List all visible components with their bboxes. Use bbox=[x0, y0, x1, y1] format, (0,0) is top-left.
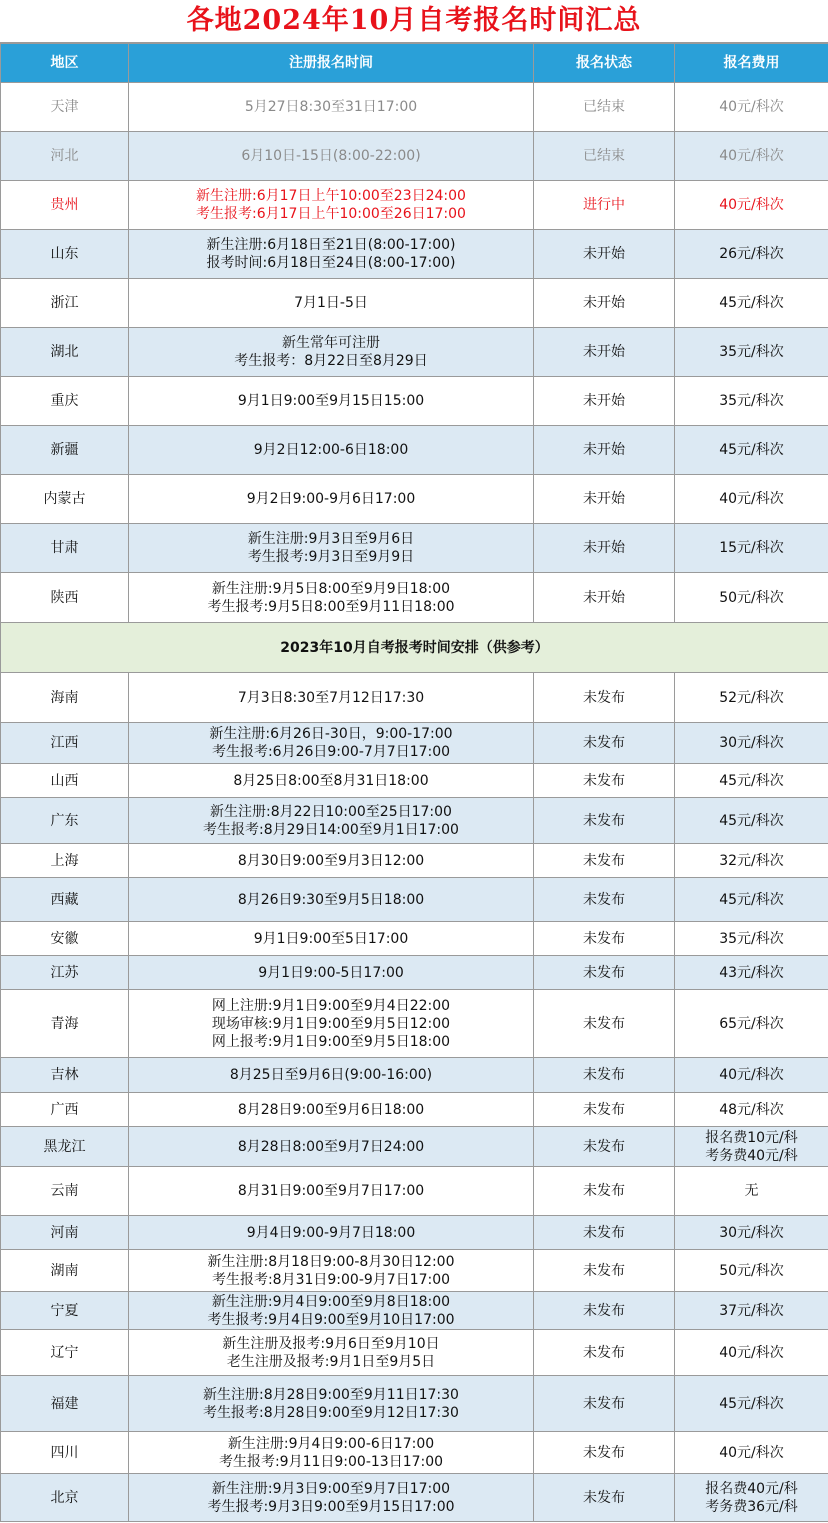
fee-line: 30元/科次 bbox=[719, 1224, 784, 1241]
fee-line: 50元/科次 bbox=[719, 589, 784, 606]
time-line: 考生报考:6月17日上午10:00至26日17:00 bbox=[196, 206, 466, 222]
fee-cell bbox=[675, 922, 828, 956]
fee-line: 32元/科次 bbox=[719, 852, 784, 869]
table-row bbox=[1, 1167, 828, 1216]
table-row bbox=[1, 1058, 828, 1093]
table-row bbox=[1, 83, 828, 132]
table-row bbox=[1, 673, 828, 723]
status-cell: 未开始 bbox=[534, 279, 675, 328]
time-cell bbox=[129, 83, 534, 132]
table-row bbox=[1, 1376, 828, 1432]
status-cell: 已结束 bbox=[534, 83, 675, 132]
fee-line: 考务费40元/科 bbox=[705, 1147, 798, 1164]
section-title: 2023年10月自考报考时间安排（供参考） bbox=[1, 623, 828, 673]
table-row bbox=[1, 1292, 828, 1330]
status-cell: 未发布 bbox=[534, 878, 675, 922]
status-cell: 未发布 bbox=[534, 956, 675, 990]
fee-line: 40元/科次 bbox=[719, 1067, 784, 1083]
fee-line: 考务费36元/科 bbox=[705, 1498, 798, 1515]
region-cell: 甘肃 bbox=[1, 524, 129, 573]
fee-cell bbox=[675, 1474, 828, 1522]
status-cell: 未发布 bbox=[534, 764, 675, 798]
fee-cell bbox=[675, 1330, 828, 1376]
region-cell: 宁夏 bbox=[1, 1292, 129, 1330]
region-cell: 安徽 bbox=[1, 922, 129, 956]
fee-cell bbox=[675, 132, 828, 181]
table-row bbox=[1, 798, 828, 844]
fee-line: 报名费40元/科 bbox=[705, 1480, 798, 1497]
fee-cell bbox=[675, 475, 828, 524]
table-row bbox=[1, 279, 828, 328]
header-region: 地区 bbox=[1, 44, 129, 83]
time-cell bbox=[129, 844, 534, 878]
time-line: 8月31日9:00至9月7日17:00 bbox=[237, 1183, 425, 1199]
status-cell: 未发布 bbox=[534, 922, 675, 956]
fee-cell bbox=[675, 524, 828, 573]
status-cell: 未发布 bbox=[534, 1250, 675, 1292]
time-line: 9月1日9:00至5日17:00 bbox=[253, 930, 409, 947]
status-cell: 未发布 bbox=[534, 1292, 675, 1330]
region-cell: 福建 bbox=[1, 1376, 129, 1432]
time-line: 新生注册:9月3日至9月6日 bbox=[247, 531, 415, 547]
fee-line: 35元/科次 bbox=[719, 344, 784, 360]
fee-cell bbox=[675, 1093, 828, 1127]
region-cell: 广东 bbox=[1, 798, 129, 844]
table-row bbox=[1, 1432, 828, 1474]
status-cell: 未开始 bbox=[534, 230, 675, 279]
time-line: 新生注册:9月3日9:00至9月7日17:00 bbox=[211, 1480, 451, 1497]
time-cell bbox=[129, 573, 534, 623]
time-cell bbox=[129, 230, 534, 279]
fee-line: 40元/科次 bbox=[719, 1444, 784, 1461]
time-cell bbox=[129, 1167, 534, 1216]
table-row bbox=[1, 524, 828, 573]
time-line: 8月25日至9月6日(9:00-16:00) bbox=[229, 1067, 433, 1083]
table-row bbox=[1, 573, 828, 623]
fee-cell bbox=[675, 764, 828, 798]
table-row bbox=[1, 723, 828, 764]
status-cell: 未发布 bbox=[534, 1376, 675, 1432]
fee-cell bbox=[675, 83, 828, 132]
time-line: 9月2日9:00-9月6日17:00 bbox=[246, 491, 416, 507]
fee-line: 50元/科次 bbox=[719, 1262, 784, 1279]
time-cell bbox=[129, 1127, 534, 1167]
time-line: 8月30日9:00至9月3日12:00 bbox=[237, 852, 425, 869]
page-title: 各地2024年10月自考报名时间汇总 bbox=[0, 0, 828, 43]
time-line: 新生注册:8月18日9:00-8月30日12:00 bbox=[207, 1253, 455, 1270]
table-row bbox=[1, 1330, 828, 1376]
status-cell: 未发布 bbox=[534, 1127, 675, 1167]
time-line: 现场审核:9月1日9:00至9月5日12:00 bbox=[211, 1015, 451, 1032]
fee-cell bbox=[675, 1250, 828, 1292]
fee-line: 40元/科次 bbox=[719, 1344, 784, 1361]
registration-table bbox=[0, 43, 828, 1522]
region-cell: 河北 bbox=[1, 132, 129, 181]
time-cell bbox=[129, 524, 534, 573]
table-row bbox=[1, 922, 828, 956]
time-line: 考生报考:8月28日9:00至9月12日17:30 bbox=[203, 1404, 459, 1421]
region-cell: 吉林 bbox=[1, 1058, 129, 1093]
table-row bbox=[1, 844, 828, 878]
fee-line: 37元/科次 bbox=[719, 1302, 784, 1319]
time-cell bbox=[129, 956, 534, 990]
section-row bbox=[1, 623, 828, 673]
time-line: 9月1日9:00-5日17:00 bbox=[258, 964, 404, 981]
time-cell bbox=[129, 1330, 534, 1376]
header-fee: 报名费用 bbox=[675, 44, 828, 83]
region-cell: 江西 bbox=[1, 723, 129, 764]
time-line: 新生注册:8月22日10:00至25日17:00 bbox=[210, 803, 452, 820]
fee-line: 52元/科次 bbox=[719, 689, 784, 706]
time-line: 新生注册:9月4日9:00-6日17:00 bbox=[227, 1435, 435, 1452]
time-cell bbox=[129, 475, 534, 524]
status-cell: 未发布 bbox=[534, 1167, 675, 1216]
fee-cell bbox=[675, 1216, 828, 1250]
status-cell: 未发布 bbox=[534, 723, 675, 764]
status-cell: 未发布 bbox=[534, 673, 675, 723]
table-row bbox=[1, 1216, 828, 1250]
time-line: 8月25日8:00至8月31日18:00 bbox=[233, 772, 429, 789]
time-line: 8月26日9:30至9月5日18:00 bbox=[237, 891, 425, 908]
time-line: 9月4日9:00-9月7日18:00 bbox=[246, 1224, 416, 1241]
region-cell: 新疆 bbox=[1, 426, 129, 475]
fee-line: 45元/科次 bbox=[719, 442, 784, 458]
time-line: 考生报考:8月31日9:00-9月7日17:00 bbox=[211, 1271, 451, 1288]
time-line: 5月27日8:30至31日17:00 bbox=[244, 99, 418, 115]
fee-cell bbox=[675, 990, 828, 1058]
status-cell: 未发布 bbox=[534, 1058, 675, 1093]
fee-cell bbox=[675, 1432, 828, 1474]
status-cell: 未发布 bbox=[534, 1093, 675, 1127]
table-row bbox=[1, 878, 828, 922]
status-cell: 未开始 bbox=[534, 524, 675, 573]
time-line: 考生报考:9月3日9:00至9月15日17:00 bbox=[207, 1498, 455, 1515]
fee-line: 40元/科次 bbox=[719, 99, 784, 115]
fee-line: 40元/科次 bbox=[719, 491, 784, 507]
fee-cell bbox=[675, 723, 828, 764]
time-cell bbox=[129, 878, 534, 922]
region-cell: 内蒙古 bbox=[1, 475, 129, 524]
time-line: 新生注册:6月17日上午10:00至23日24:00 bbox=[196, 188, 466, 204]
time-line: 考生报考:9月3日至9月9日 bbox=[247, 549, 415, 565]
fee-line: 无 bbox=[744, 1183, 759, 1199]
status-cell: 进行中 bbox=[534, 181, 675, 230]
table-row bbox=[1, 132, 828, 181]
region-cell: 辽宁 bbox=[1, 1330, 129, 1376]
time-line: 考生报考:8月29日14:00至9月1日17:00 bbox=[203, 821, 459, 838]
fee-cell bbox=[675, 878, 828, 922]
time-cell bbox=[129, 132, 534, 181]
status-cell: 未发布 bbox=[534, 1330, 675, 1376]
status-cell: 未发布 bbox=[534, 798, 675, 844]
time-line: 考生报考:9月11日9:00-13日17:00 bbox=[218, 1453, 444, 1470]
region-cell: 天津 bbox=[1, 83, 129, 132]
table-row bbox=[1, 426, 828, 475]
header-status: 报名状态 bbox=[534, 44, 675, 83]
time-line: 考生报考:6月26日9:00-7月7日17:00 bbox=[211, 744, 451, 760]
time-line: 网上注册:9月1日9:00至9月4日22:00 bbox=[211, 997, 451, 1014]
time-cell bbox=[129, 922, 534, 956]
fee-cell bbox=[675, 1127, 828, 1167]
fee-cell bbox=[675, 1376, 828, 1432]
region-cell: 海南 bbox=[1, 673, 129, 723]
time-cell bbox=[129, 181, 534, 230]
region-cell: 山东 bbox=[1, 230, 129, 279]
table-row bbox=[1, 328, 828, 377]
time-line: 新生注册:9月5日8:00至9月9日18:00 bbox=[211, 580, 451, 597]
table-row bbox=[1, 1474, 828, 1522]
time-line: 报考时间:6月18日至24日(8:00-17:00) bbox=[206, 255, 456, 271]
time-line: 6月10日-15日(8:00-22:00) bbox=[241, 148, 421, 164]
region-cell: 湖北 bbox=[1, 328, 129, 377]
time-line: 8月28日8:00至9月7日24:00 bbox=[237, 1138, 425, 1155]
time-line: 新生常年可注册 bbox=[282, 335, 380, 351]
fee-line: 35元/科次 bbox=[719, 393, 784, 409]
time-cell bbox=[129, 1058, 534, 1093]
time-line: 考生报考：8月22日至8月29日 bbox=[234, 353, 428, 369]
fee-line: 30元/科次 bbox=[719, 735, 784, 751]
table-row bbox=[1, 990, 828, 1058]
status-cell: 未发布 bbox=[534, 990, 675, 1058]
time-cell bbox=[129, 1093, 534, 1127]
table-row bbox=[1, 475, 828, 524]
fee-cell bbox=[675, 377, 828, 426]
region-cell: 湖南 bbox=[1, 1250, 129, 1292]
region-cell: 青海 bbox=[1, 990, 129, 1058]
status-cell: 未开始 bbox=[534, 573, 675, 623]
time-cell bbox=[129, 1250, 534, 1292]
status-cell: 未发布 bbox=[534, 1474, 675, 1522]
fee-cell bbox=[675, 956, 828, 990]
table-row bbox=[1, 956, 828, 990]
time-line: 新生注册:9月4日9:00至9月8日18:00 bbox=[211, 1293, 451, 1310]
time-line: 8月28日9:00至9月6日18:00 bbox=[237, 1101, 425, 1118]
table-body bbox=[1, 83, 828, 1522]
fee-cell bbox=[675, 1167, 828, 1216]
time-line: 新生注册及报考:9月6日至9月10日 bbox=[222, 1335, 440, 1352]
table-row bbox=[1, 764, 828, 798]
region-cell: 陕西 bbox=[1, 573, 129, 623]
fee-line: 15元/科次 bbox=[719, 540, 784, 556]
time-cell bbox=[129, 764, 534, 798]
status-cell: 未开始 bbox=[534, 475, 675, 524]
table-header-row bbox=[1, 44, 828, 83]
header-time: 注册报名时间 bbox=[129, 44, 534, 83]
fee-cell bbox=[675, 573, 828, 623]
time-cell bbox=[129, 1474, 534, 1522]
time-line: 新生注册:8月28日9:00至9月11日17:30 bbox=[203, 1386, 459, 1403]
fee-line: 45元/科次 bbox=[719, 1395, 784, 1412]
fee-cell bbox=[675, 1292, 828, 1330]
time-cell bbox=[129, 426, 534, 475]
time-cell bbox=[129, 798, 534, 844]
region-cell: 浙江 bbox=[1, 279, 129, 328]
time-line: 老生注册及报考:9月1日至9月5日 bbox=[226, 1353, 436, 1370]
region-cell: 贵州 bbox=[1, 181, 129, 230]
fee-cell bbox=[675, 426, 828, 475]
table-row bbox=[1, 377, 828, 426]
region-cell: 黑龙江 bbox=[1, 1127, 129, 1167]
time-cell bbox=[129, 279, 534, 328]
status-cell: 未开始 bbox=[534, 377, 675, 426]
time-line: 网上报考:9月1日9:00至9月5日18:00 bbox=[211, 1033, 451, 1050]
table-row bbox=[1, 1093, 828, 1127]
fee-cell bbox=[675, 844, 828, 878]
region-cell: 重庆 bbox=[1, 377, 129, 426]
fee-line: 报名费10元/科 bbox=[705, 1129, 798, 1146]
fee-line: 43元/科次 bbox=[719, 964, 784, 981]
time-cell bbox=[129, 990, 534, 1058]
table-row bbox=[1, 1250, 828, 1292]
time-cell bbox=[129, 1292, 534, 1330]
time-line: 新生注册:6月26日-30日，9:00-17:00 bbox=[209, 726, 453, 742]
fee-line: 45元/科次 bbox=[719, 891, 784, 908]
status-cell: 未发布 bbox=[534, 1432, 675, 1474]
status-cell: 已结束 bbox=[534, 132, 675, 181]
fee-line: 65元/科次 bbox=[719, 1015, 784, 1032]
table-row bbox=[1, 230, 828, 279]
fee-line: 45元/科次 bbox=[719, 772, 784, 789]
fee-line: 40元/科次 bbox=[719, 148, 784, 164]
status-cell: 未发布 bbox=[534, 1216, 675, 1250]
status-cell: 未开始 bbox=[534, 328, 675, 377]
region-cell: 西藏 bbox=[1, 878, 129, 922]
time-line: 考生报考:9月5日8:00至9月11日18:00 bbox=[207, 598, 455, 615]
fee-line: 40元/科次 bbox=[719, 197, 784, 213]
time-line: 7月1日-5日 bbox=[294, 295, 368, 311]
time-line: 考生报考:9月4日9:00至9月10日17:00 bbox=[207, 1311, 455, 1328]
fee-line: 48元/科次 bbox=[719, 1101, 784, 1118]
region-cell: 广西 bbox=[1, 1093, 129, 1127]
region-cell: 山西 bbox=[1, 764, 129, 798]
region-cell: 四川 bbox=[1, 1432, 129, 1474]
fee-line: 26元/科次 bbox=[719, 246, 784, 262]
region-cell: 云南 bbox=[1, 1167, 129, 1216]
fee-line: 45元/科次 bbox=[719, 295, 784, 311]
fee-cell bbox=[675, 181, 828, 230]
time-cell bbox=[129, 673, 534, 723]
table-row bbox=[1, 1127, 828, 1167]
table-row bbox=[1, 181, 828, 230]
fee-line: 45元/科次 bbox=[719, 812, 784, 829]
fee-cell bbox=[675, 328, 828, 377]
time-line: 7月3日8:30至7月12日17:30 bbox=[237, 689, 425, 706]
region-cell: 上海 bbox=[1, 844, 129, 878]
fee-cell bbox=[675, 1058, 828, 1093]
time-cell bbox=[129, 328, 534, 377]
time-line: 新生注册:6月18日至21日(8:00-17:00) bbox=[206, 237, 456, 253]
fee-cell bbox=[675, 673, 828, 723]
fee-cell bbox=[675, 279, 828, 328]
fee-line: 35元/科次 bbox=[719, 930, 784, 947]
time-cell bbox=[129, 377, 534, 426]
status-cell: 未开始 bbox=[534, 426, 675, 475]
fee-cell bbox=[675, 230, 828, 279]
time-cell bbox=[129, 1216, 534, 1250]
fee-cell bbox=[675, 798, 828, 844]
time-cell bbox=[129, 1376, 534, 1432]
region-cell: 河南 bbox=[1, 1216, 129, 1250]
time-cell bbox=[129, 723, 534, 764]
time-cell bbox=[129, 1432, 534, 1474]
region-cell: 北京 bbox=[1, 1474, 129, 1522]
region-cell: 江苏 bbox=[1, 956, 129, 990]
time-line: 9月1日9:00至9月15日15:00 bbox=[237, 393, 425, 409]
status-cell: 未发布 bbox=[534, 844, 675, 878]
time-line: 9月2日12:00-6日18:00 bbox=[253, 442, 409, 458]
